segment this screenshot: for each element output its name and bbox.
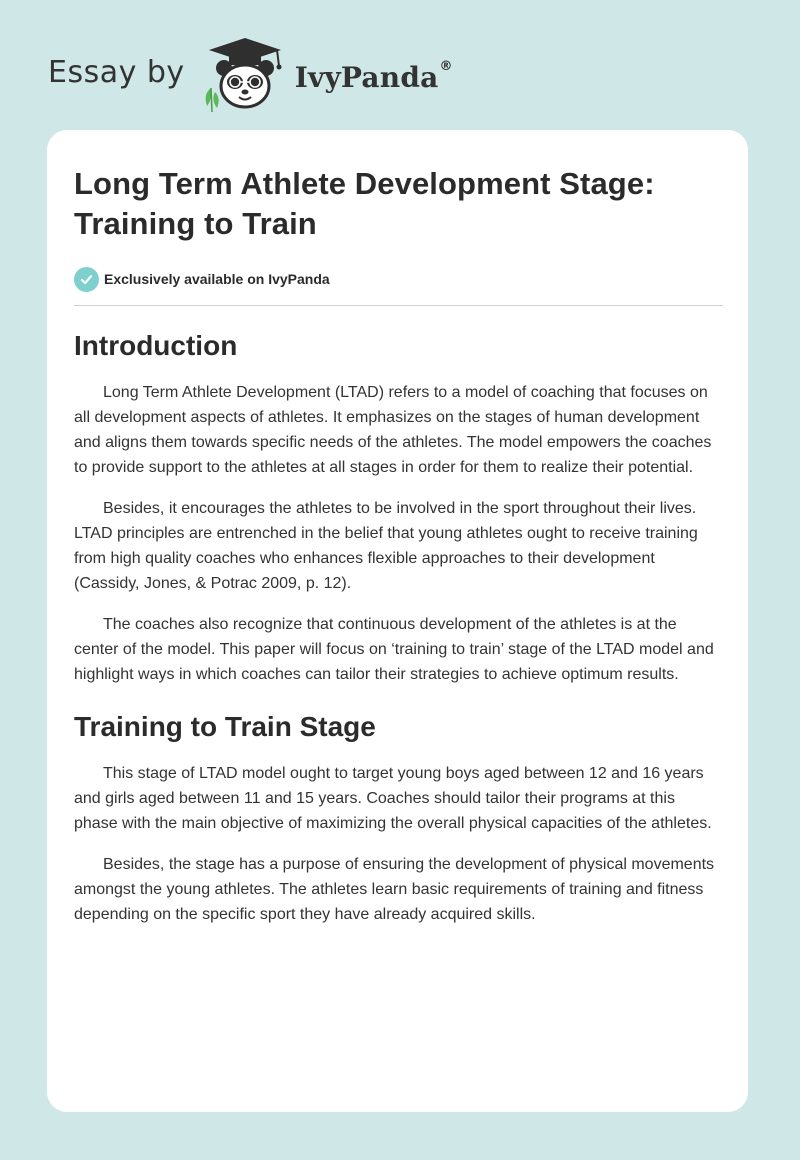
brand-name[interactable] [294, 58, 453, 94]
exclusive-badge [74, 266, 722, 292]
essay-title: Long Term Athlete Development Stage: Training to Train [74, 166, 655, 241]
check-icon [74, 267, 99, 292]
essay-card [47, 130, 748, 1112]
essay-by-label: Essay by [48, 54, 185, 90]
paragraph: Besides, it encourages the athletes to be involved in the sport throughout their lives. LTAD principles are entrenched in the belief that young athletes ought to receive training from high quality coaches who enhances flexible approaches to their development (Cassidy, Jones, & Potrac 2009, p. 12). [74, 500, 698, 592]
registered-mark: ® [439, 58, 453, 74]
section-heading-training-to-train: Training to Train Stage [74, 711, 376, 742]
brand-name-text: IvyPanda [294, 60, 439, 94]
panda-graduate-logo-icon[interactable] [199, 36, 291, 114]
essay-content [74, 164, 722, 927]
paragraph: This stage of LTAD model ought to target young boys aged between 12 and 16 years and girls aged between 11 and 15 years. Coaches should tailor their programs at this phase with the main objective of maximizing the overall physical capacities of the athletes. [74, 765, 712, 832]
paragraph: Long Term Athlete Development (LTAD) refers to a model of coaching that focuses on all development aspects of athletes. It emphasizes on the stages of human development and aligns them towards specific needs of the athletes. The model empowers the coaches to provide support to the athletes at all stages in order for them to realize their potential. [74, 384, 712, 476]
divider [74, 305, 723, 306]
paragraph: The coaches also recognize that continuous development of the athletes is at the center of the model. This paper will focus on ‘training to train’ stage of the LTAD model and highlight ways in which coaches can tailor their strategies to achieve optimum results. [74, 616, 714, 683]
paragraph: Besides, the stage has a purpose of ensuring the development of physical movements amongst the young athletes. The athletes learn basic requirements of training and fitness depending on the specific sport they have already acquired skills. [74, 856, 715, 923]
section-heading-introduction: Introduction [74, 330, 238, 361]
exclusive-label: Exclusively available on IvyPanda [104, 271, 330, 287]
site-header [48, 36, 453, 114]
